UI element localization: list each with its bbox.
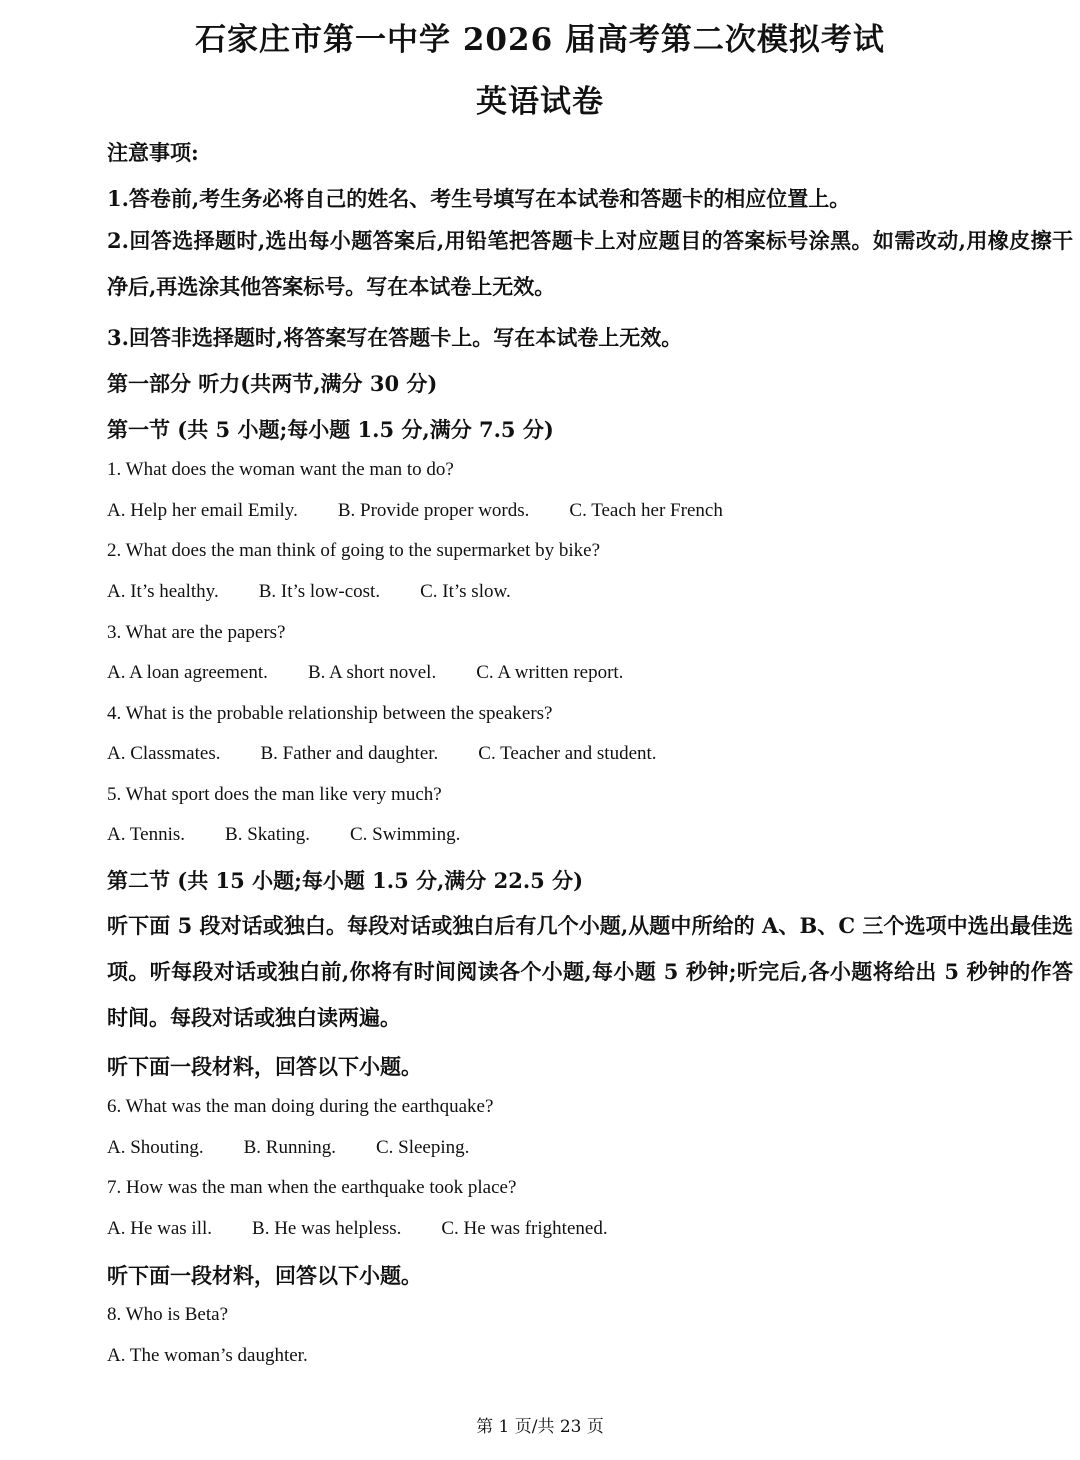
options-6 xyxy=(107,1137,509,1159)
section2-heading: 第二节 (共 15 小题;每小题 1.5 分,满分 22.5 分) xyxy=(107,868,584,893)
options-7 xyxy=(107,1218,648,1240)
question-2: 2. What does the man think of going to the supermarket by bike? xyxy=(107,540,601,561)
option-c: C. Teach her French xyxy=(569,500,723,521)
options-1 xyxy=(107,500,763,522)
question-8: 8. Who is Beta? xyxy=(107,1304,229,1325)
option-a: A. The woman’s daughter. xyxy=(107,1345,308,1366)
options-5 xyxy=(107,824,500,846)
option-c: C. Sleeping. xyxy=(375,1137,470,1158)
option-b: B. Running. xyxy=(243,1137,336,1158)
option-a: A. Help her email Emily. xyxy=(107,500,298,521)
question-4: 4. What is the probable relationship between the speakers? xyxy=(107,703,553,724)
option-c: C. Swimming. xyxy=(350,824,461,845)
option-a: A. Tennis. xyxy=(107,824,186,845)
option-b: B. A short novel. xyxy=(307,662,437,683)
option-a: A. He was ill. xyxy=(107,1218,213,1239)
option-a: A. It’s healthy. xyxy=(107,581,219,602)
exam-subtitle: 英语试卷 xyxy=(476,84,604,120)
question-7: 7. How was the man when the earthquake took place? xyxy=(107,1177,517,1198)
material-prompt-1: 听下面一段材料，回答以下小题。 xyxy=(107,1054,422,1079)
option-b: B. It’s low-cost. xyxy=(258,581,381,602)
section1-heading: 第一节 (共 5 小题;每小题 1.5 分,满分 7.5 分) xyxy=(107,417,554,442)
options-8 xyxy=(107,1345,348,1367)
option-b: B. He was helpless. xyxy=(252,1218,402,1239)
question-5: 5. What sport does the man like very much? xyxy=(107,784,442,805)
option-a: A. Classmates. xyxy=(107,743,221,764)
notice-item-1: 1.答卷前,考生务必将自己的姓名、考生号填写在本试卷和答题卡的相应位置上。 xyxy=(107,186,851,211)
options-4 xyxy=(107,743,697,765)
option-a: A. Shouting. xyxy=(107,1137,204,1158)
option-c: C. A written report. xyxy=(476,662,624,683)
question-3: 3. What are the papers? xyxy=(107,622,286,643)
material-prompt-2: 听下面一段材料，回答以下小题。 xyxy=(107,1263,422,1288)
exam-title: 石家庄市第一中学 2026 届高考第二次模拟考试 xyxy=(195,22,885,58)
option-c: C. Teacher and student. xyxy=(478,743,657,764)
option-a: A. A loan agreement. xyxy=(107,662,268,683)
notice-heading: 注意事项: xyxy=(107,140,199,165)
page-number: 第 1 页/共 23 页 xyxy=(476,1417,604,1437)
question-1: 1. What does the woman want the man to do? xyxy=(107,459,454,480)
options-2 xyxy=(107,581,551,603)
part1-heading: 第一部分 听力(共两节,满分 30 分) xyxy=(107,371,438,396)
option-b: B. Skating. xyxy=(225,824,310,845)
option-c: C. He was frightened. xyxy=(441,1218,608,1239)
question-6: 6. What was the man doing during the earthquake? xyxy=(107,1096,494,1117)
section2-instructions: 听下面 5 段对话或独白。每段对话或独白后有几个小题,从题中所给的 A、B、C 三个选项中选出最佳选项。听每段对话或独白前,你将有时间阅读各个小题,每小题 5 秒钟;听完后,各小题将给出 5 秒钟的作答时间。每段对话或独白读两遍。 xyxy=(107,913,1073,1030)
notice-item-3: 3.回答非选择题时,将答案写在答题卡上。写在本试卷上无效。 xyxy=(107,325,683,350)
option-b: B. Provide proper words. xyxy=(337,500,530,521)
notice-item-2: 2.回答选择题时,选出每小题答案后,用铅笔把答题卡上对应题目的答案标号涂黑。如需改动,用橡皮擦干净后,再选涂其他答案标号。写在本试卷上无效。 xyxy=(107,228,1073,299)
option-b: B. Father and daughter. xyxy=(260,743,439,764)
option-c: C. It’s slow. xyxy=(420,581,511,602)
options-3 xyxy=(107,662,663,684)
